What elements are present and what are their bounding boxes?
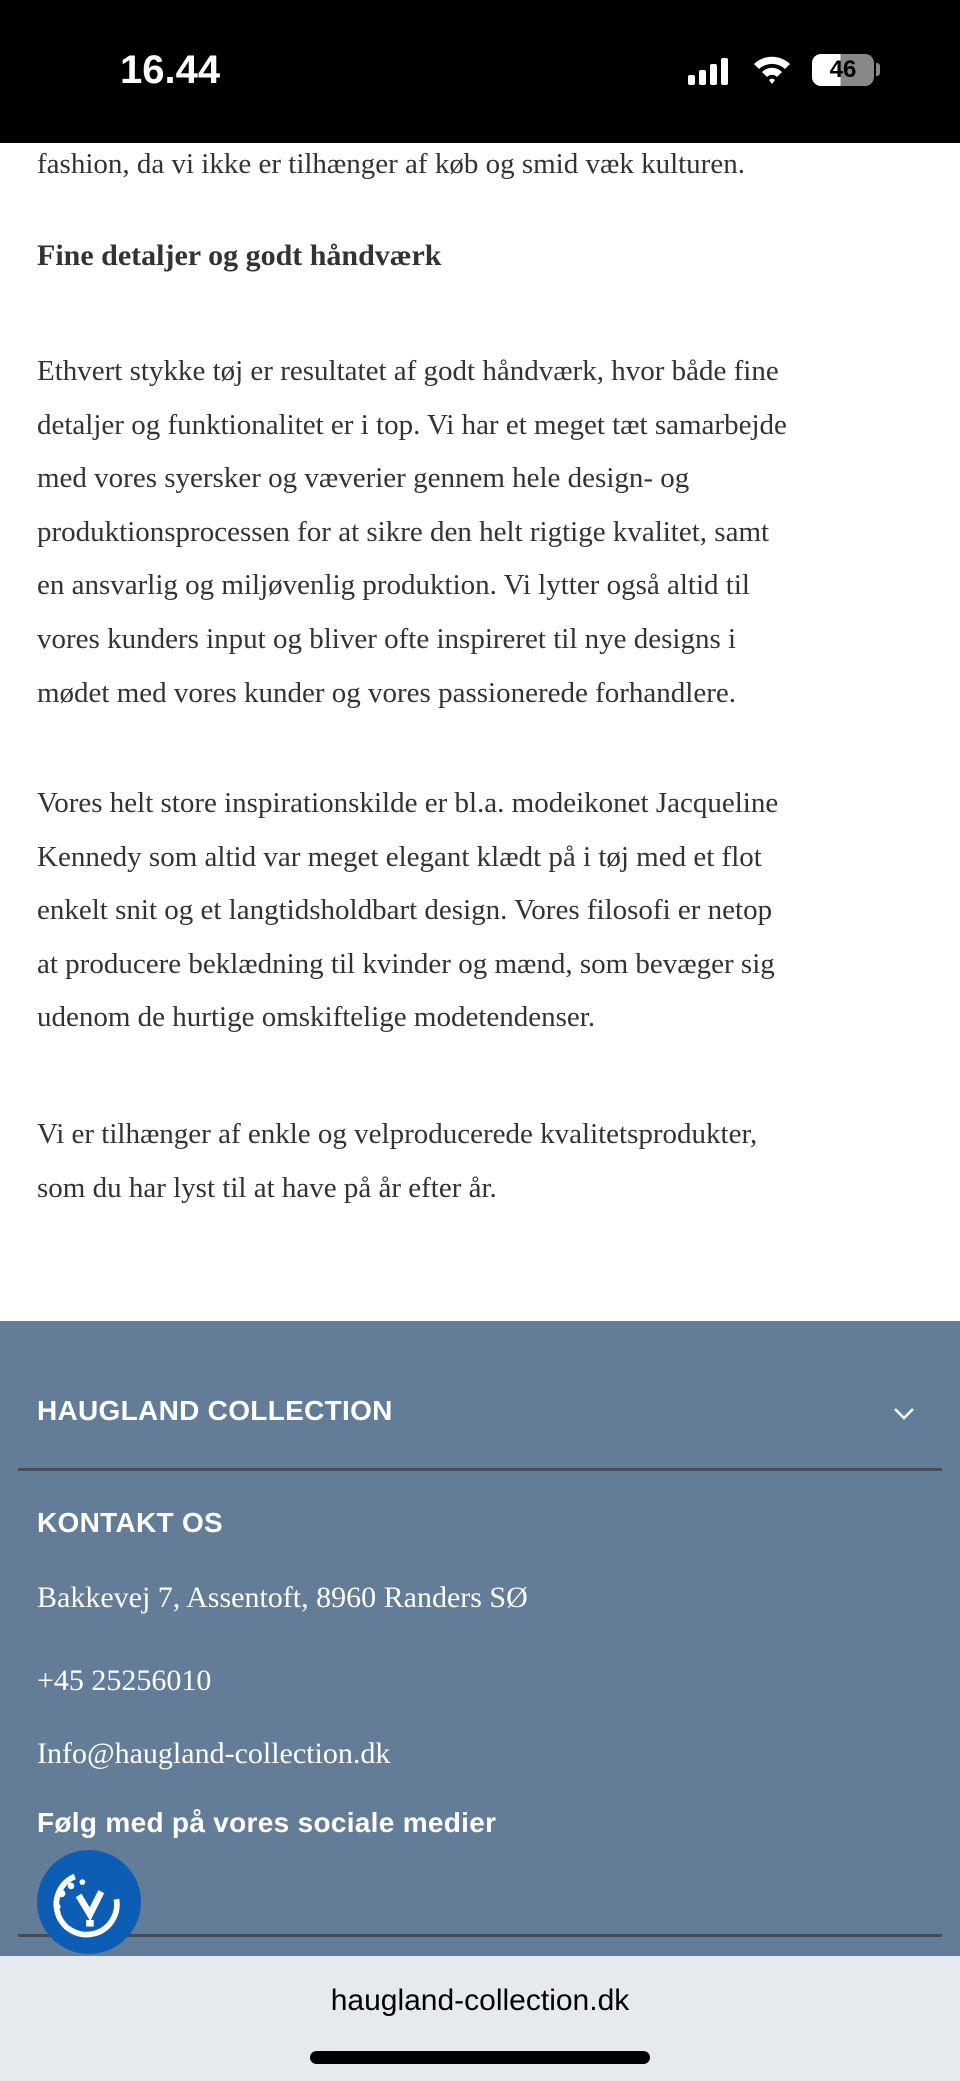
footer-divider [18,1934,942,1937]
footer-divider [18,1468,942,1471]
paragraph-line: udenom de hurtige omskiftelige modetendenser. [37,1001,596,1034]
paragraph-line: detaljer og funktionalitet er i top. Vi har et meget tæt samarbejde [37,408,787,441]
footer-brand-toggle[interactable]: HAUGLAND COLLECTION [37,1395,393,1426]
contact-title: KONTAKT OS [37,1507,224,1538]
cellular-signal-icon [688,58,728,85]
section-heading: Fine detaljer og godt håndværk [37,239,442,272]
paragraph-line: med vores syersker og væverier gennem hele design- og [37,462,690,495]
cookie-check-icon [37,1850,141,1954]
paragraph-line: Kennedy som altid var meget elegant klædt på i tøj med et flot [37,840,762,873]
paragraph-line: at producere beklædning til kvinder og mænd, som bevæger sig [37,947,775,980]
paragraph-line: en ansvarlig og miljøvenlig produktion. Vi lytter også altid til [37,569,750,602]
paragraph-line: vores kunders input og bliver ofte inspireret til nye designs i [37,623,737,655]
status-bar [0,0,960,143]
paragraph-line: Ethvert stykke tøj er resultatet af godt håndværk, hvor både fine [37,355,779,387]
paragraph-line: Vores helt store inspirationskilde er bl.a. modeikonet Jacqueline [37,787,779,819]
clipped-text-line: fashion, da vi ikke er tilhænger af køb og smid væk kulturen. [37,148,745,180]
phone-link[interactable]: +45 25256010 [37,1664,212,1697]
battery-icon: 46 [812,54,874,86]
address: Bakkevej 7, Assentoft, 8960 Randers SØ [37,1581,528,1614]
paragraph-line: produktionsprocessen for at sikre den helt rigtige kvalitet, samt [37,515,770,548]
paragraph-line: som du har lyst til at have på år efter år. [37,1171,497,1204]
chevron-down-icon[interactable] [893,1407,915,1421]
paragraph-line: Vi er tilhænger af enkle og velproducerede kvalitetsprodukter, [37,1118,758,1150]
paragraph-line: mødet med vores kunder og vores passionerede forhandlere. [37,676,736,709]
home-indicator[interactable] [310,2051,650,2064]
address-bar-url[interactable]: haugland-collection.dk [330,1984,630,2017]
social-title: Følg med på vores sociale medier [37,1807,497,1838]
cookie-consent-button[interactable] [37,1850,141,1954]
battery-tip [876,63,880,76]
paragraph-line: enkelt snit og et langtidsholdbart design. Vores filosofi er netop [37,894,773,927]
browser-bar [0,1956,960,2081]
wifi-icon [752,52,792,86]
email-link[interactable]: Info@haugland-collection.dk [37,1737,391,1770]
status-time: 16.44 [120,48,221,92]
footer [0,1321,960,1956]
